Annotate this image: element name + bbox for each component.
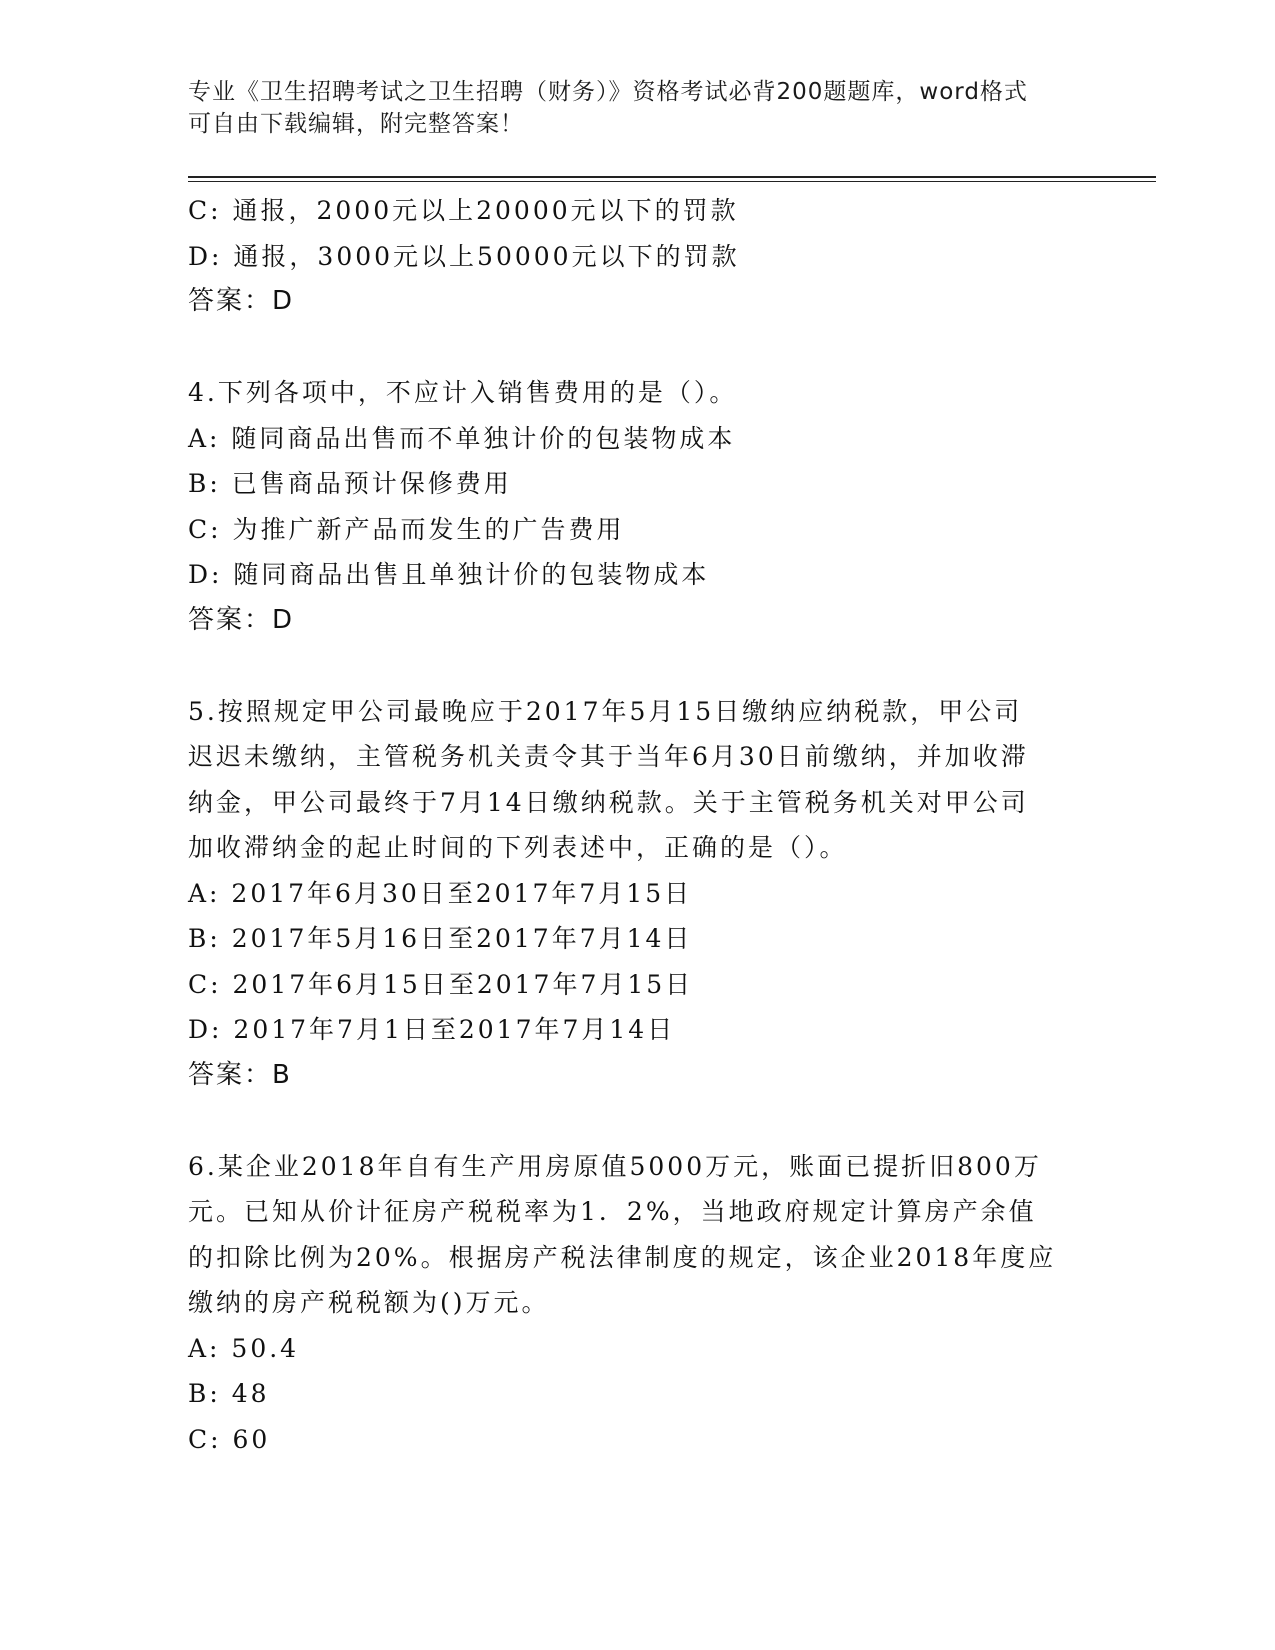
option-c: C: 60 <box>188 1424 271 1454</box>
question-stem-line: 的扣除比例为20%。根据房产税法律制度的规定，该企业2018年度应 <box>188 1242 1057 1272</box>
answer: 答案：D <box>188 286 295 316</box>
answer: 答案：B <box>188 1059 292 1090</box>
header-divider <box>188 176 1156 182</box>
option-c: C: 为推广新产品而发生的广告费用 <box>188 514 625 544</box>
question-3 <box>188 188 1088 325</box>
header-title-line-1: 专业《卫生招聘考试之卫生招聘（财务）》资格考试必背200题题库，word格式 <box>188 79 1028 105</box>
option-a: A: 50.4 <box>188 1333 300 1363</box>
question-stem-line: 6.某企业2018年自有生产用房原值5000万元，账面已提折旧800万 <box>188 1151 1042 1181</box>
spacer <box>188 643 1088 689</box>
question-stem: 4.下列各项中，不应计入销售费用的是（）。 <box>188 378 738 407</box>
question-stem <box>188 689 1088 871</box>
question-stem-line: 加收滞纳金的起止时间的下列表述中，正确的是（）。 <box>188 833 848 862</box>
option-b: B: 2017年5月16日至2017年7月14日 <box>188 924 693 953</box>
question-stem-line: 5.按照规定甲公司最晚应于2017年5月15日缴纳应纳税款，甲公司 <box>188 696 1023 726</box>
option-b: B: 48 <box>188 1379 270 1408</box>
question-4 <box>188 370 1088 643</box>
question-stem-line: 元。已知从价计征房产税税率为1．2%，当地政府规定计算房产余值 <box>188 1197 1037 1226</box>
option-d: D: 通报，3000元以上50000元以下的罚款 <box>188 241 740 271</box>
option-c: C: 通报，2000元以上20000元以下的罚款 <box>188 196 739 225</box>
question-stem-line: 缴纳的房产税税额为()万元。 <box>188 1288 550 1317</box>
option-d: D: 2017年7月1日至2017年7月14日 <box>188 1015 676 1044</box>
question-6 <box>188 1144 1088 1463</box>
option-c: C: 2017年6月15日至2017年7月15日 <box>188 969 694 999</box>
option-d: D: 随同商品出售且单独计价的包装物成本 <box>188 560 710 589</box>
spacer <box>188 325 1088 371</box>
option-b: B: 已售商品预计保修费用 <box>188 469 512 498</box>
question-stem-line: 纳金，甲公司最终于7月14日缴纳税款。关于主管税务机关对甲公司 <box>188 787 1029 817</box>
answer: 答案：D <box>188 604 295 635</box>
spacer <box>188 1098 1088 1144</box>
option-a: A: 2017年6月30日至2017年7月15日 <box>188 878 693 908</box>
header-title-line-2: 可自由下载编辑，附完整答案！ <box>188 111 524 137</box>
question-5 <box>188 689 1088 1099</box>
question-list <box>188 188 1088 1462</box>
option-a: A: 随同商品出售而不单独计价的包装物成本 <box>188 423 736 453</box>
question-stem <box>188 1144 1088 1326</box>
document-header <box>188 76 1088 140</box>
question-stem-line: 迟迟未缴纳，主管税务机关责令其于当年6月30日前缴纳，并加收滞 <box>188 742 1029 771</box>
